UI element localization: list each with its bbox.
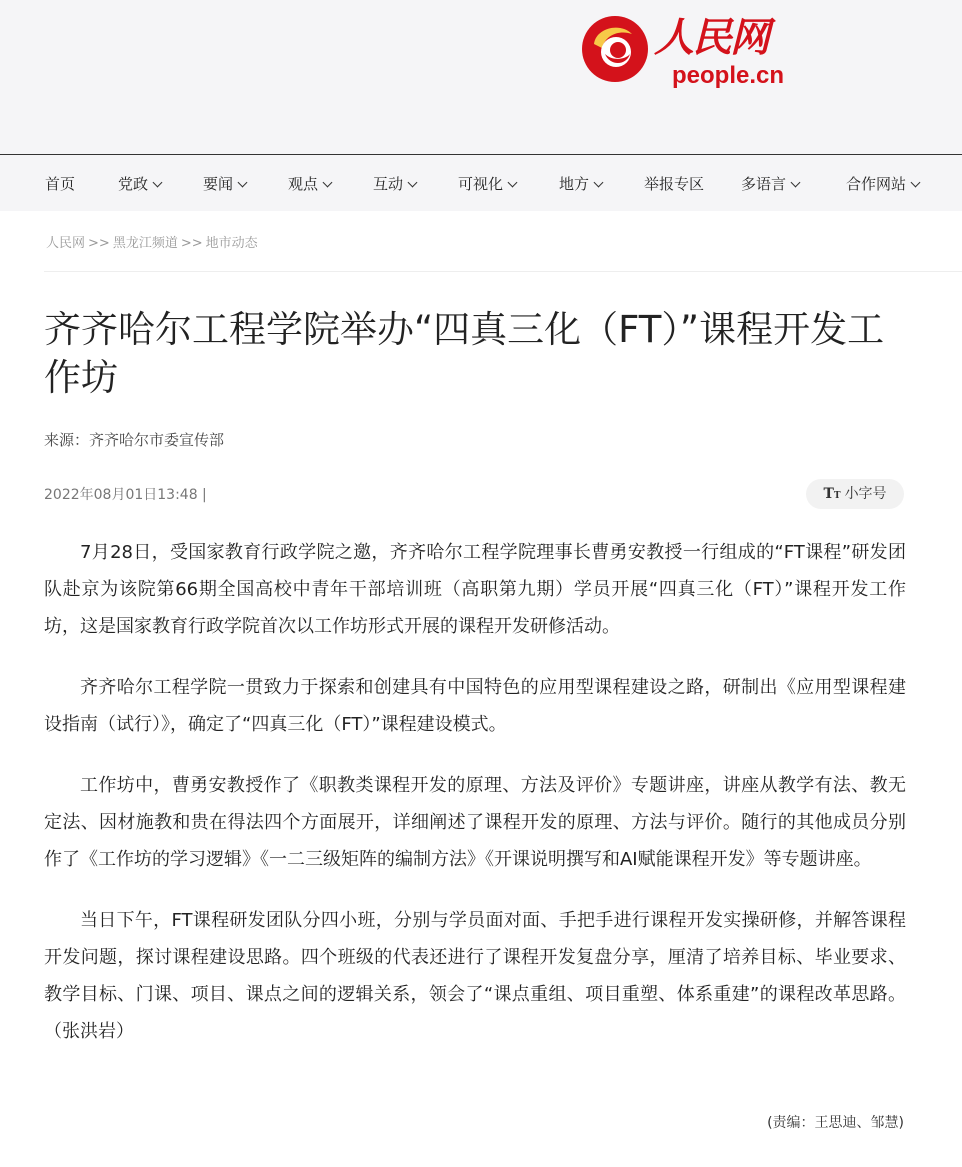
nav-label: 举报专区	[644, 175, 705, 193]
nav-label: 多语言	[741, 175, 787, 193]
nav-item-local[interactable]	[559, 155, 602, 211]
nav-item-news[interactable]	[203, 155, 246, 211]
article-pubtime: 2022年08月01日13:48 |	[44, 487, 207, 503]
article-editor: (责编：王思迪、邹慧)	[767, 1115, 904, 1131]
breadcrumb-local-news[interactable]: 地市动态	[205, 236, 258, 251]
nav-label: 观点	[288, 175, 319, 193]
nav-label: 党政	[118, 175, 149, 193]
chevron-down-icon	[911, 178, 921, 188]
chevron-down-icon	[238, 178, 248, 188]
text-size-icon: TT	[823, 486, 841, 502]
nav-label: 可视化	[458, 175, 504, 193]
article-paragraph: 齐齐哈尔工程学院一贯致力于探索和创建具有中国特色的应用型课程建设之路，研制出《应用型课程建设指南（试行）》，确定了“四真三化（FT）”课程建设模式。	[44, 677, 906, 735]
breadcrumb	[46, 232, 258, 251]
article-body	[44, 534, 906, 1074]
article-paragraph: 工作坊中，曹勇安教授作了《职教类课程开发的原理、方法及评价》专题讲座，讲座从教学有法、教无定法、因材施教和贵在得法四个方面展开，详细阐述了课程开发的原理、方法与评价。随行的其他成员分别作了《工作坊的学习逻辑》《一二三级矩阵的编制方法》《开课说明撰写和AI赋能课程开发》等专题讲座。	[44, 775, 906, 870]
breadcrumb-divider	[44, 271, 962, 272]
nav-label: 要闻	[203, 175, 234, 193]
nav-item-interactive[interactable]	[373, 155, 416, 211]
article-paragraph: 当日下午，FT课程研发团队分四小班，分别与学员面对面、手把手进行课程开发实操研修，并解答课程开发问题，探讨课程建设思路。四个班级的代表还进行了课程开发复盘分享，厘清了培养目标、毕业要求、教学目标、门课、项目、课点之间的逻辑关系，领会了“课点重组、项目重塑、体系重建”的课程改革思路。（张洪岩）	[44, 910, 906, 1042]
article-title: 齐齐哈尔工程学院举办“四真三化（FT）”课程开发工作坊	[44, 308, 885, 399]
site-header	[0, 0, 962, 154]
main-nav	[0, 154, 962, 211]
chevron-down-icon	[594, 178, 604, 188]
breadcrumb-separator: >>	[88, 236, 110, 251]
people-logo-mark-icon	[580, 14, 650, 84]
chevron-down-icon	[323, 178, 333, 188]
nav-item-visual[interactable]	[458, 155, 516, 211]
nav-item-languages[interactable]	[741, 155, 799, 211]
nav-item-party[interactable]	[118, 155, 161, 211]
people-cn-logo[interactable]	[580, 6, 795, 92]
chevron-down-icon	[791, 178, 801, 188]
nav-label: 互动	[373, 175, 404, 193]
breadcrumb-heilongjiang[interactable]: 黑龙江频道	[112, 236, 178, 251]
font-size-toggle-button[interactable]	[806, 479, 904, 509]
nav-item-opinion[interactable]	[288, 155, 331, 211]
logo-cn-text: 人民网	[654, 14, 768, 61]
nav-label: 首页	[45, 175, 76, 193]
breadcrumb-people[interactable]: 人民网	[46, 236, 86, 251]
chevron-down-icon	[508, 178, 518, 188]
font-size-toggle-label: 小字号	[844, 486, 887, 502]
chevron-down-icon	[408, 178, 418, 188]
article-source: 来源：齐齐哈尔市委宣传部	[44, 431, 225, 449]
article-paragraph: 7月28日，受国家教育行政学院之邀，齐齐哈尔工程学院理事长曹勇安教授一行组成的“FT课程”研发团队赴京为该院第66期全国高校中青年干部培训班（高职第九期）学员开展“四真三化（FT）”课程开发工作坊，这是国家教育行政学院首次以工作坊形式开展的课程开发研修活动。	[44, 542, 906, 637]
nav-item-home[interactable]	[45, 155, 75, 211]
nav-label: 合作网站	[846, 175, 907, 193]
breadcrumb-separator: >>	[180, 236, 203, 251]
logo-en-text: people.cn	[672, 62, 785, 89]
chevron-down-icon	[153, 178, 163, 188]
nav-item-report[interactable]	[644, 155, 704, 211]
nav-label: 地方	[559, 175, 590, 193]
nav-item-partners[interactable]	[846, 155, 919, 211]
